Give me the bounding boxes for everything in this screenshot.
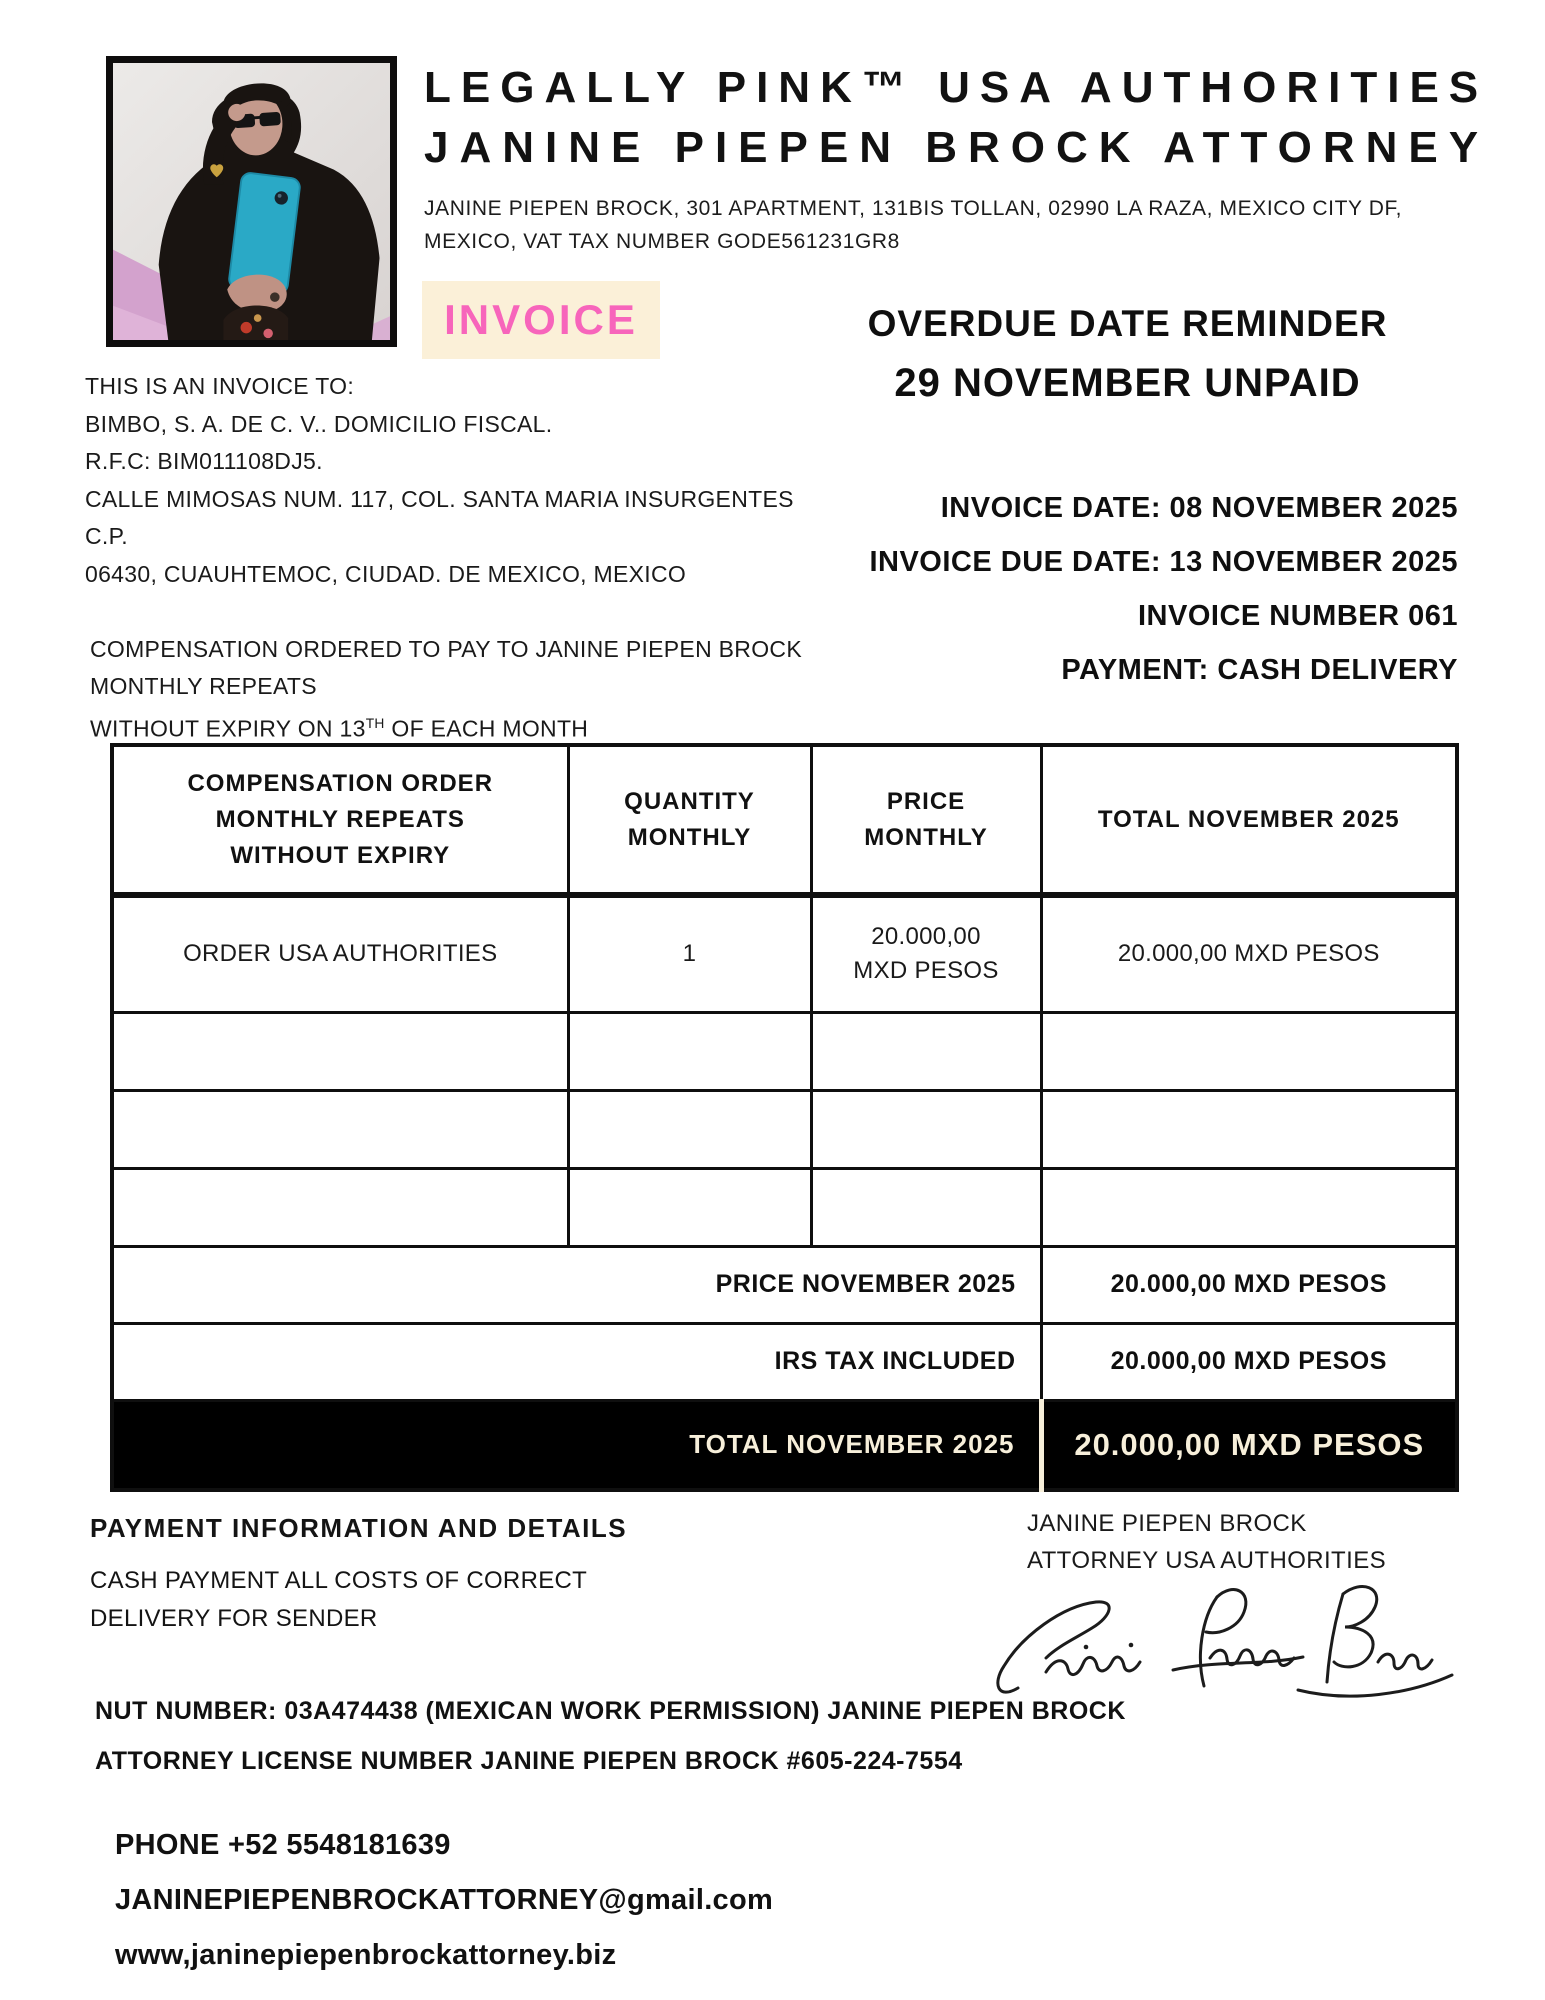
contact-block	[115, 1818, 915, 1983]
sender-address	[424, 192, 1504, 258]
nut-number-line: NUT NUMBER: 03A474438 (MEXICAN WORK PERMISSION) JANINE PIEPEN BROCK	[95, 1697, 1126, 1725]
contact-website: www,janinepiepenbrockattorney.biz	[115, 1939, 617, 1971]
empty-cell	[112, 1168, 568, 1246]
payment-info-heading: PAYMENT INFORMATION AND DETAILS	[90, 1513, 628, 1543]
header-quantity: QUANTITY MONTHLY	[568, 745, 811, 895]
sender-address-line1: JANINE PIEPEN BROCK, 301 APARTMENT, 131BIS TOLLAN, 02990 LA RAZA, MEXICO CITY DF,	[424, 197, 1403, 220]
signatory-title: ATTORNEY USA AUTHORITIES	[1027, 1547, 1387, 1574]
compensation-line1: COMPENSATION ORDERED TO PAY TO JANINE PIEPEN BROCK	[90, 636, 802, 662]
compensation-line2: MONTHLY REPEATS	[90, 673, 317, 699]
license-number-line: ATTORNEY LICENSE NUMBER JANINE PIEPEN BROCK #605-224-7554	[95, 1747, 963, 1775]
invoice-due-date: INVOICE DUE DATE: 13 NOVEMBER 2025	[869, 546, 1458, 578]
bill-to-company: BIMBO, S. A. DE C. V.. DOMICILIO FISCAL.	[85, 410, 553, 437]
bill-to-street: CALLE MIMOSAS NUM. 117, COL. SANTA MARIA INSURGENTES C.P.	[85, 485, 794, 549]
table-row	[112, 895, 1457, 1012]
bill-to-rfc: R.F.C: BIM011108DJ5.	[85, 448, 323, 474]
item-total: 20.000,00 MXD PESOS	[1041, 895, 1457, 1012]
tax-row	[112, 1323, 1457, 1400]
grand-total-label: TOTAL NOVEMBER 2025	[112, 1400, 1041, 1490]
header-total: TOTAL NOVEMBER 2025	[1041, 745, 1457, 895]
item-price: 20.000,00 MXD PESOS	[811, 895, 1041, 1012]
tax-label: IRS TAX INCLUDED	[112, 1323, 1041, 1400]
compensation-line3: WITHOUT EXPIRY ON 13TH OF EACH MONTH	[90, 715, 589, 742]
empty-cell	[112, 1090, 568, 1168]
subtotal-value: 20.000,00 MXD PESOS	[1041, 1246, 1457, 1323]
overdue-line2: 29 NOVEMBER UNPAID	[894, 361, 1361, 405]
header-description: COMPENSATION ORDER MONTHLY REPEATS WITHOUT EXPIRY	[112, 745, 568, 895]
compensation-note	[90, 631, 850, 748]
sender-address-line2: MEXICO, VAT TAX NUMBER GODE561231GR8	[424, 230, 900, 253]
brand-header	[424, 58, 1504, 258]
signatory-name: JANINE PIEPEN BROCK	[1027, 1510, 1307, 1537]
empty-cell	[811, 1168, 1041, 1246]
table-empty-row	[112, 1012, 1457, 1090]
invoice-table	[110, 743, 1455, 1492]
tax-value: 20.000,00 MXD PESOS	[1041, 1323, 1457, 1400]
item-description: ORDER USA AUTHORITIES	[112, 895, 568, 1012]
contact-phone: PHONE +52 5548181639	[115, 1829, 451, 1861]
payment-info-block	[90, 1513, 730, 1638]
table-header-row	[112, 745, 1457, 895]
invoice-date: INVOICE DATE: 08 NOVEMBER 2025	[940, 492, 1458, 524]
attorney-photo	[106, 56, 397, 347]
empty-cell	[568, 1090, 811, 1168]
subtotal-row	[112, 1246, 1457, 1323]
payment-info-line2: DELIVERY FOR SENDER	[90, 1605, 378, 1632]
signatory-block	[1027, 1505, 1457, 1579]
overdue-line1: OVERDUE DATE REMINDER	[867, 303, 1388, 344]
ordinal-suffix: TH	[365, 716, 385, 731]
payment-method: PAYMENT: CASH DELIVERY	[1061, 654, 1458, 686]
legal-block	[95, 1686, 1245, 1786]
company-name: LEGALLY PINK™ USA AUTHORITIES	[424, 63, 1489, 112]
header-price: PRICE MONTHLY	[811, 745, 1041, 895]
empty-cell	[1041, 1090, 1457, 1168]
subtotal-label: PRICE NOVEMBER 2025	[112, 1246, 1041, 1323]
overdue-reminder	[795, 303, 1460, 406]
bill-to-intro: THIS IS AN INVOICE TO:	[85, 373, 355, 399]
grand-total-row	[112, 1400, 1457, 1490]
invoice-badge: INVOICE	[422, 281, 660, 359]
grand-total-value: 20.000,00 MXD PESOS	[1041, 1400, 1457, 1490]
invoice-number: INVOICE NUMBER 061	[1137, 600, 1458, 632]
selfie-photo-illustration	[113, 63, 390, 340]
empty-cell	[1041, 1012, 1457, 1090]
bill-to-city: 06430, CUAUHTEMOC, CIUDAD. DE MEXICO, MEXICO	[85, 560, 687, 587]
item-quantity: 1	[568, 895, 811, 1012]
empty-cell	[568, 1168, 811, 1246]
attorney-name-title: JANINE PIEPEN BROCK ATTORNEY	[424, 123, 1490, 172]
empty-cell	[112, 1012, 568, 1090]
empty-cell	[1041, 1168, 1457, 1246]
empty-cell	[568, 1012, 811, 1090]
payment-info-line1: CASH PAYMENT ALL COSTS OF CORRECT	[90, 1567, 588, 1594]
contact-email: JANINEPIEPENBROCKATTORNEY@gmail.com	[115, 1884, 774, 1916]
table-empty-row	[112, 1168, 1457, 1246]
table-empty-row	[112, 1090, 1457, 1168]
empty-cell	[811, 1090, 1041, 1168]
empty-cell	[811, 1012, 1041, 1090]
